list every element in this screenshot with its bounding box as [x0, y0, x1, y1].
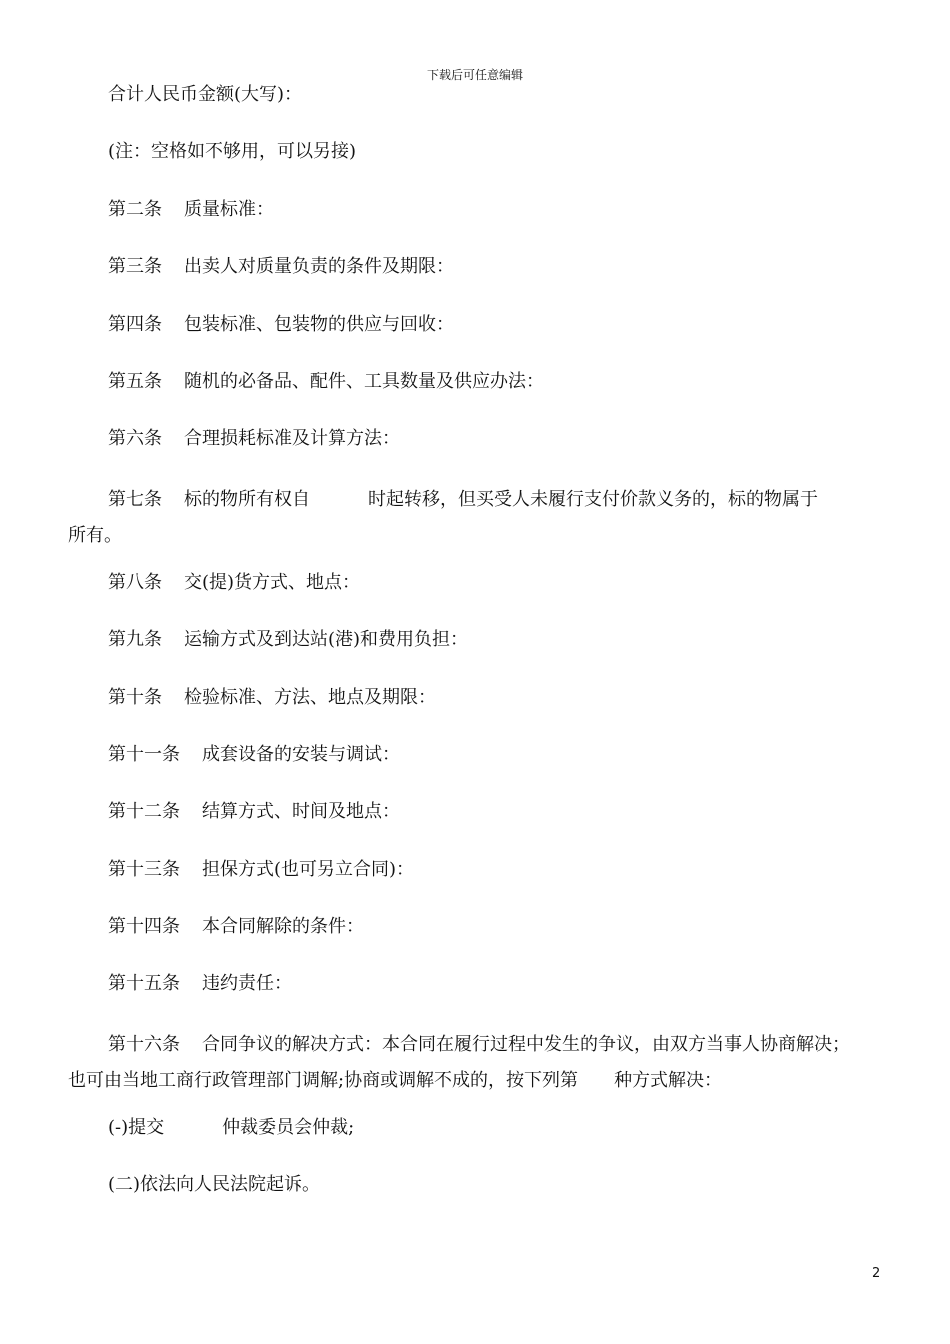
- article-15: [68, 969, 890, 1026]
- article-6-title: 第六条: [108, 428, 162, 450]
- article-3-text: 出卖人对质量负责的条件及期限：: [184, 256, 454, 278]
- article-4-title: 第四条: [108, 313, 162, 335]
- article-16-text-2: 也可由当地工商行政管理部门调解;协商或调解不成的，按下列第: [68, 1069, 579, 1091]
- article-7-title: 第七条: [108, 488, 162, 510]
- article-8: [68, 568, 890, 625]
- article-13-title: 第十三条: [108, 858, 180, 880]
- article-9: [68, 625, 890, 682]
- article-13-text: 担保方式(也可另立合同)：: [202, 858, 415, 880]
- article-3-title: 第三条: [108, 256, 162, 278]
- article-16-title: 第十六条: [108, 1033, 180, 1055]
- article-2-text: 质量标准：: [184, 198, 274, 220]
- article-5: [68, 367, 890, 424]
- option-2-text: (二)依法向人民法院起诉。: [108, 1174, 321, 1196]
- article-14-text: 本合同解除的条件：: [202, 916, 364, 938]
- article-15-title: 第十五条: [108, 973, 180, 995]
- article-2: [68, 195, 890, 252]
- article-4-text: 包装标准、包装物的供应与回收：: [184, 313, 454, 335]
- article-6-text: 合理损耗标准及计算方法：: [184, 428, 400, 450]
- total-amount-label: 合计人民币金额(大写)：: [108, 84, 303, 105]
- article-7-text-1: 标的物所有权自: [184, 488, 310, 510]
- article-15-text: 违约责任：: [202, 973, 292, 995]
- article-16: [68, 1027, 890, 1113]
- article-16-text-3: 种方式解决：: [614, 1069, 723, 1091]
- article-12: [68, 797, 890, 854]
- article-11-text: 成套设备的安装与调试：: [202, 743, 400, 765]
- article-13: [68, 855, 890, 912]
- article-4: [68, 310, 890, 367]
- option-1-text-b: 仲裁委员会仲裁;: [222, 1116, 355, 1138]
- document-body: [68, 80, 890, 1228]
- article-8-text: 交(提)货方式、地点：: [184, 571, 361, 593]
- article-10-text: 检验标准、方法、地点及期限：: [184, 686, 436, 708]
- article-14: [68, 912, 890, 969]
- article-10: [68, 683, 890, 740]
- option-1-text-a: (-)提交: [108, 1116, 165, 1138]
- article-12-title: 第十二条: [108, 801, 180, 823]
- article-7: [68, 482, 890, 568]
- article-6: [68, 424, 890, 481]
- article-9-text: 运输方式及到达站(港)和费用负担：: [184, 629, 469, 651]
- article-5-text: 随机的必备品、配件、工具数量及供应办法：: [184, 370, 544, 392]
- article-16-text-1: 合同争议的解决方式：本合同在履行过程中发生的争议，由双方当事人协商解决；: [202, 1033, 850, 1055]
- article-11: [68, 740, 890, 797]
- header-note: 下载后可任意编辑: [426, 68, 523, 82]
- article-3: [68, 252, 890, 309]
- article-10-title: 第十条: [108, 686, 162, 708]
- page-number: 2: [872, 1266, 881, 1281]
- article-12-text: 结算方式、时间及地点：: [202, 801, 400, 823]
- article-11-title: 第十一条: [108, 743, 180, 765]
- article-14-title: 第十四条: [108, 916, 180, 938]
- article-9-title: 第九条: [108, 629, 162, 651]
- article-8-title: 第八条: [108, 571, 162, 593]
- article-7-text-2: 时起转移，但买受人未履行支付价款义务的，标的物属于: [368, 488, 818, 510]
- article-7-text-3: 所有。: [68, 524, 122, 546]
- article-5-title: 第五条: [108, 370, 162, 392]
- article-2-title: 第二条: [108, 198, 162, 220]
- option-2: [68, 1170, 890, 1227]
- note-text: (注：空格如不够用，可以另接): [108, 141, 357, 163]
- total-amount-line: [68, 80, 890, 137]
- article-16-line-2: [68, 1063, 890, 1099]
- option-1: [68, 1113, 890, 1170]
- note-line: [68, 137, 890, 194]
